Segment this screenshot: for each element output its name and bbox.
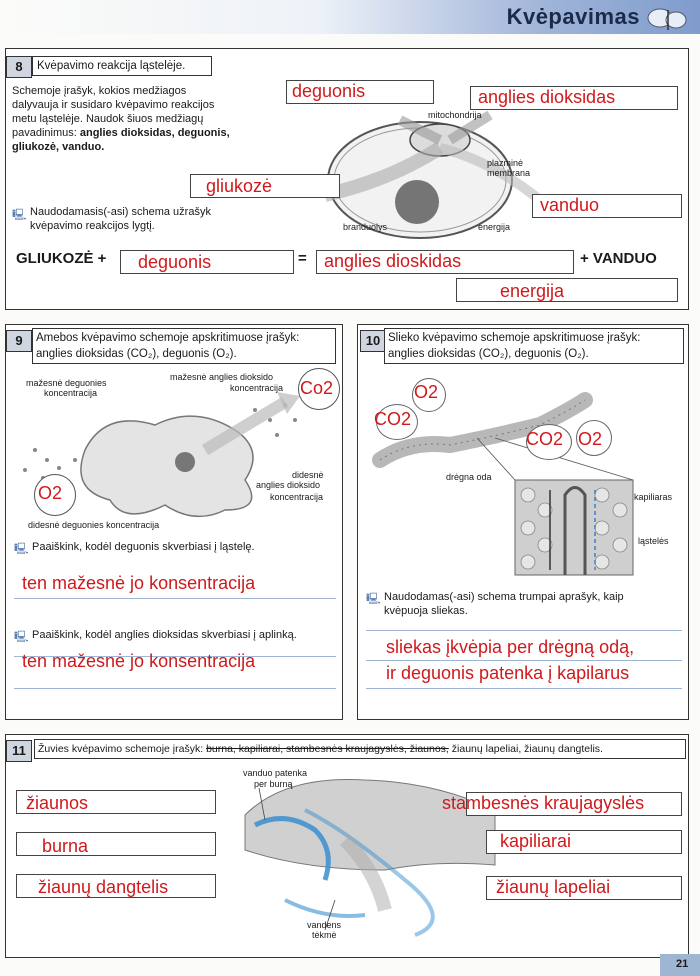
- label-low-co2-2: koncentracija: [230, 383, 284, 393]
- answer-circle-co2-text: Co2: [300, 378, 334, 398]
- task-title-line-2: anglies dioksidas (CO₂), deguonis (O₂).: [388, 348, 589, 360]
- label-high-co2-1: didesnė: [292, 470, 324, 480]
- label-high-co2-3: koncentracija: [270, 492, 324, 502]
- task9-answer-2[interactable]: ten mažesnė jo konsentracija: [22, 651, 256, 671]
- computer-icon: 🖳: [366, 593, 381, 605]
- answer-circle-o2-text: O2: [38, 483, 63, 503]
- answer-circle-o2-right-text: O2: [578, 429, 603, 449]
- equation-answer-2: anglies dioskidas: [324, 251, 462, 271]
- answer-circle-co2-mid-text: CO2: [526, 429, 564, 449]
- task-number: 10: [360, 330, 386, 352]
- task8-instruction-2: Naudodamasis(-asi) schema užrašyk kvėpavimo reakcijos lygtį.: [30, 206, 211, 232]
- task-title-line-2: anglies dioksidas (CO₂), deguonis (O₂).: [36, 348, 237, 360]
- answer-glucose: gliukozė: [206, 176, 273, 196]
- equation-plus-water: + VANDUO: [580, 250, 657, 267]
- computer-icon: 🖳: [14, 543, 29, 555]
- earthworm-diagram: [370, 380, 690, 580]
- label-high-oxygen: didesnė deguonies koncentracija: [28, 520, 160, 530]
- answer-gills: žiaunos: [26, 793, 89, 813]
- task-title: Žuvies kvėpavimo schemoje įrašyk: burna, kapiliarai, stambesnės kraujagyslės, žiaunos, žiaunų lapeliai, žiaunų dangtelis.: [38, 743, 603, 755]
- label-mitochondria: mitochondrija: [428, 110, 482, 120]
- computer-icon: 🖳: [12, 209, 27, 221]
- task10-instruction-2: kvėpuoja sliekas.: [384, 605, 468, 617]
- label-low-oxygen-2: koncentracija: [44, 388, 98, 398]
- task-number: 9: [6, 330, 32, 352]
- equation-equals: =: [298, 250, 307, 267]
- answer-co2: anglies dioksidas: [478, 87, 616, 107]
- equation-start: GLIUKOZĖ +: [16, 250, 107, 267]
- label-water-flow-2: tėkmė: [312, 930, 337, 940]
- page-number: 21: [676, 958, 689, 970]
- answer-gill-filaments: žiaunų lapeliai: [496, 877, 611, 897]
- task9-question-2: Paaiškink, kodėl anglies dioksidas skverbiasi į aplinką.: [32, 629, 297, 641]
- label-water-in-2: per burną: [254, 779, 293, 789]
- task10-answer-2[interactable]: ir deguonis patenka į kapilarus: [386, 663, 630, 683]
- answer-line: [14, 688, 336, 689]
- equation-answer-3: energija: [500, 281, 565, 301]
- task10-instruction-1: Naudodamas(-asi) schema trumpai aprašyk, kaip: [384, 591, 624, 603]
- answer-line: [366, 660, 682, 661]
- task-title: Kvėpavimo reakcija ląstelėje.: [37, 60, 186, 72]
- task-title-line-1: Slieko kvėpavimo schemoje apskritimuose įrašyk:: [388, 332, 641, 344]
- answer-line: [366, 688, 682, 689]
- answer-line: [366, 630, 682, 631]
- task9-question-1: Paaiškink, kodėl deguonis skverbiasi į ląstelę.: [32, 541, 255, 553]
- label-membrane-2: membrana: [487, 168, 531, 178]
- answer-circle-o2-top-text: O2: [414, 382, 439, 402]
- task8-instruction: Schemoje įrašyk, kokios medžiagos dalyvauja ir susidaro kvėpavimo reakcijos metu ląstelėje. Naudok šiuos medžiagų pavadinimus: anglies dioksidas, deguonis, gliukozė, vanduo.: [12, 85, 230, 153]
- computer-icon: 🖳: [14, 631, 29, 643]
- answer-large-vessels: stambesnės kraujagyslės: [442, 793, 645, 813]
- label-membrane-1: plazminė: [487, 158, 524, 168]
- butterfly-icon: [640, 2, 696, 34]
- equation-box-3[interactable]: [456, 278, 678, 302]
- label-water-in-1: vanduo patenka: [243, 768, 308, 778]
- answer-water: vanduo: [540, 195, 600, 215]
- label-nucleus: branduolys: [343, 222, 388, 232]
- page-title: Kvėpavimas: [506, 4, 640, 29]
- task-number: 8: [6, 56, 32, 78]
- label-moist-skin: drėgna oda: [446, 472, 492, 482]
- label-cells: ląstelės: [638, 536, 669, 546]
- label-low-co2-1: mažesnė anglies dioksido: [170, 372, 274, 382]
- task9-answer-1[interactable]: ten mažesnė jo konsentracija: [22, 573, 256, 593]
- answer-gill-cover: žiaunų dangtelis: [38, 877, 169, 897]
- answer-capillaries: kapiliarai: [500, 831, 572, 851]
- label-water-flow-1: vandens: [307, 920, 342, 930]
- label-low-oxygen-1: mažesnė deguonies: [26, 378, 107, 388]
- answer-circle-co2-left-text: CO2: [374, 409, 412, 429]
- equation-answer-1: deguonis: [138, 252, 212, 272]
- label-capillary: kapiliaras: [634, 492, 673, 502]
- task10-answer-1[interactable]: sliekas įkvėpia per drėgną odą,: [386, 637, 635, 657]
- answer-oxygen: deguonis: [292, 81, 366, 101]
- label-high-co2-2: anglies dioksido: [256, 480, 321, 490]
- task-title-line-1: Amebos kvėpavimo schemoje apskritimuose įrašyk:: [36, 332, 300, 344]
- task-number: 11: [6, 740, 32, 762]
- answer-line: [14, 598, 336, 599]
- answer-mouth: burna: [42, 836, 89, 856]
- label-energy: energija: [478, 222, 511, 232]
